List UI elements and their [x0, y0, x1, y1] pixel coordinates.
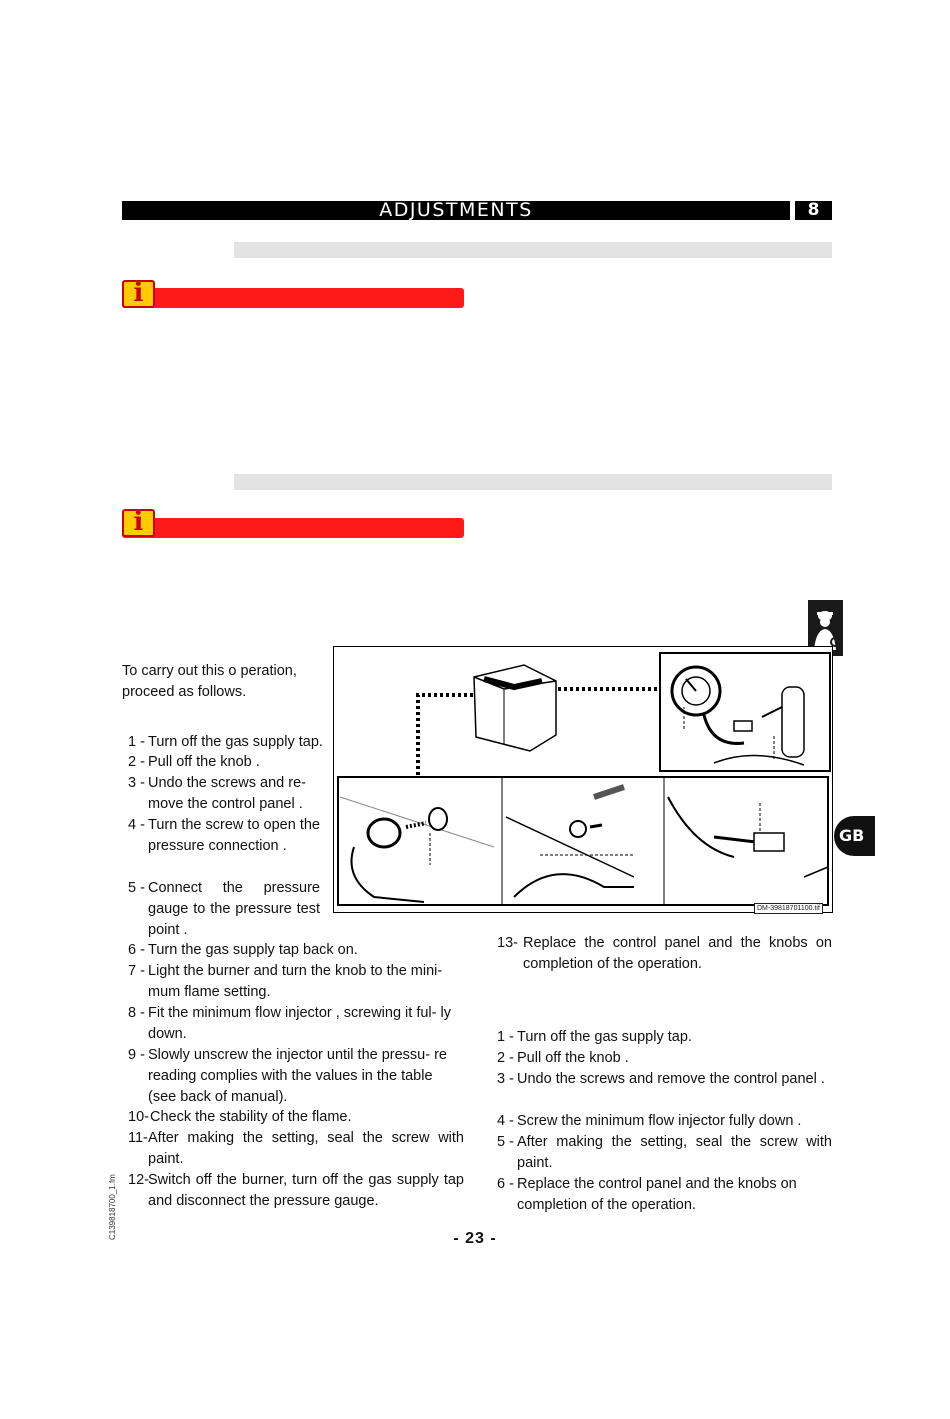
step-text: Replace the control panel and the knobs on completion of the operation.	[523, 935, 832, 972]
step-number: 12-	[128, 1172, 149, 1188]
step-text: Screw the minimum flow injector fully down .	[517, 1113, 802, 1129]
step-number: 10-	[128, 1109, 149, 1125]
step-text: Check the stability of the flame.	[150, 1109, 352, 1125]
step-text: Turn the gas supply tap back on.	[148, 942, 358, 958]
step-number: 7 -	[128, 963, 145, 979]
step-number: 9 -	[128, 1047, 145, 1063]
figure-code: DM-39818701100.tif	[754, 903, 823, 914]
step-number: 11-	[128, 1130, 148, 1146]
step-number: 8 -	[128, 1005, 145, 1021]
step-text: Connect the pressure gauge to the pressure test point .	[148, 880, 320, 938]
step-text: Replace the control panel and the knobs on completion of the operation.	[517, 1176, 797, 1213]
document-reference	[104, 1174, 126, 1244]
step-number: 13-	[497, 935, 518, 951]
language-tab: GB	[834, 816, 875, 856]
section-heading-band-2	[234, 474, 832, 490]
section-heading-band-1	[234, 242, 832, 258]
step-text: Pull off the knob .	[517, 1050, 629, 1066]
intro-paragraph: To carry out this o peration, proceed as follows.	[122, 663, 297, 700]
step-text: Fit the minimum flow injector , screwing it ful- ly down.	[148, 1005, 451, 1042]
step-number: 5 -	[128, 880, 145, 896]
step-number: 1 -	[128, 734, 145, 750]
warning-band-1	[122, 288, 464, 308]
document-reference-text: C139818700_1.fm	[108, 1174, 117, 1240]
step-number: 3 -	[497, 1071, 514, 1087]
step-number: 2 -	[497, 1050, 514, 1066]
adjustment-illustration	[333, 646, 833, 913]
step-text: After making the setting, seal the screw with paint.	[148, 1130, 464, 1167]
warning-band-2	[122, 518, 464, 538]
step-number: 2 -	[128, 754, 145, 770]
step-number: 5 -	[497, 1134, 514, 1150]
step-text: Turn off the gas supply tap.	[517, 1029, 692, 1045]
page-number: - 23 -	[453, 1230, 497, 1247]
step-text: Switch off the burner, turn off the gas supply tap and disconnect the pressure gauge.	[148, 1172, 464, 1209]
info-icon: i	[122, 280, 155, 308]
step-number: 1 -	[497, 1029, 514, 1045]
step-number: 3 -	[128, 775, 145, 791]
step-number: 6 -	[497, 1176, 514, 1192]
step-text: Turn the screw to open the pressure connection .	[148, 817, 320, 854]
step-number: 4 -	[128, 817, 145, 833]
step-text: Light the burner and turn the knob to the mini- mum flame setting.	[148, 963, 443, 1000]
step-number: 6 -	[128, 942, 145, 958]
step-text: Slowly unscrew the injector until the pressu- re reading complies with the values in the table (see back of manual).	[148, 1047, 447, 1105]
step-text: Pull off the knob .	[148, 754, 260, 770]
chapter-number: 8	[795, 201, 832, 220]
step-text: Undo the screws and re- move the control panel .	[148, 775, 306, 812]
info-icon: i	[122, 509, 155, 537]
chapter-title-bar: ADJUSTMENTS	[122, 201, 790, 220]
step-text: After making the setting, seal the screw with paint.	[517, 1134, 832, 1171]
step-text: Turn off the gas supply tap.	[148, 734, 323, 750]
step-number: 4 -	[497, 1113, 514, 1129]
step-text: Undo the screws and remove the control panel .	[517, 1071, 825, 1087]
